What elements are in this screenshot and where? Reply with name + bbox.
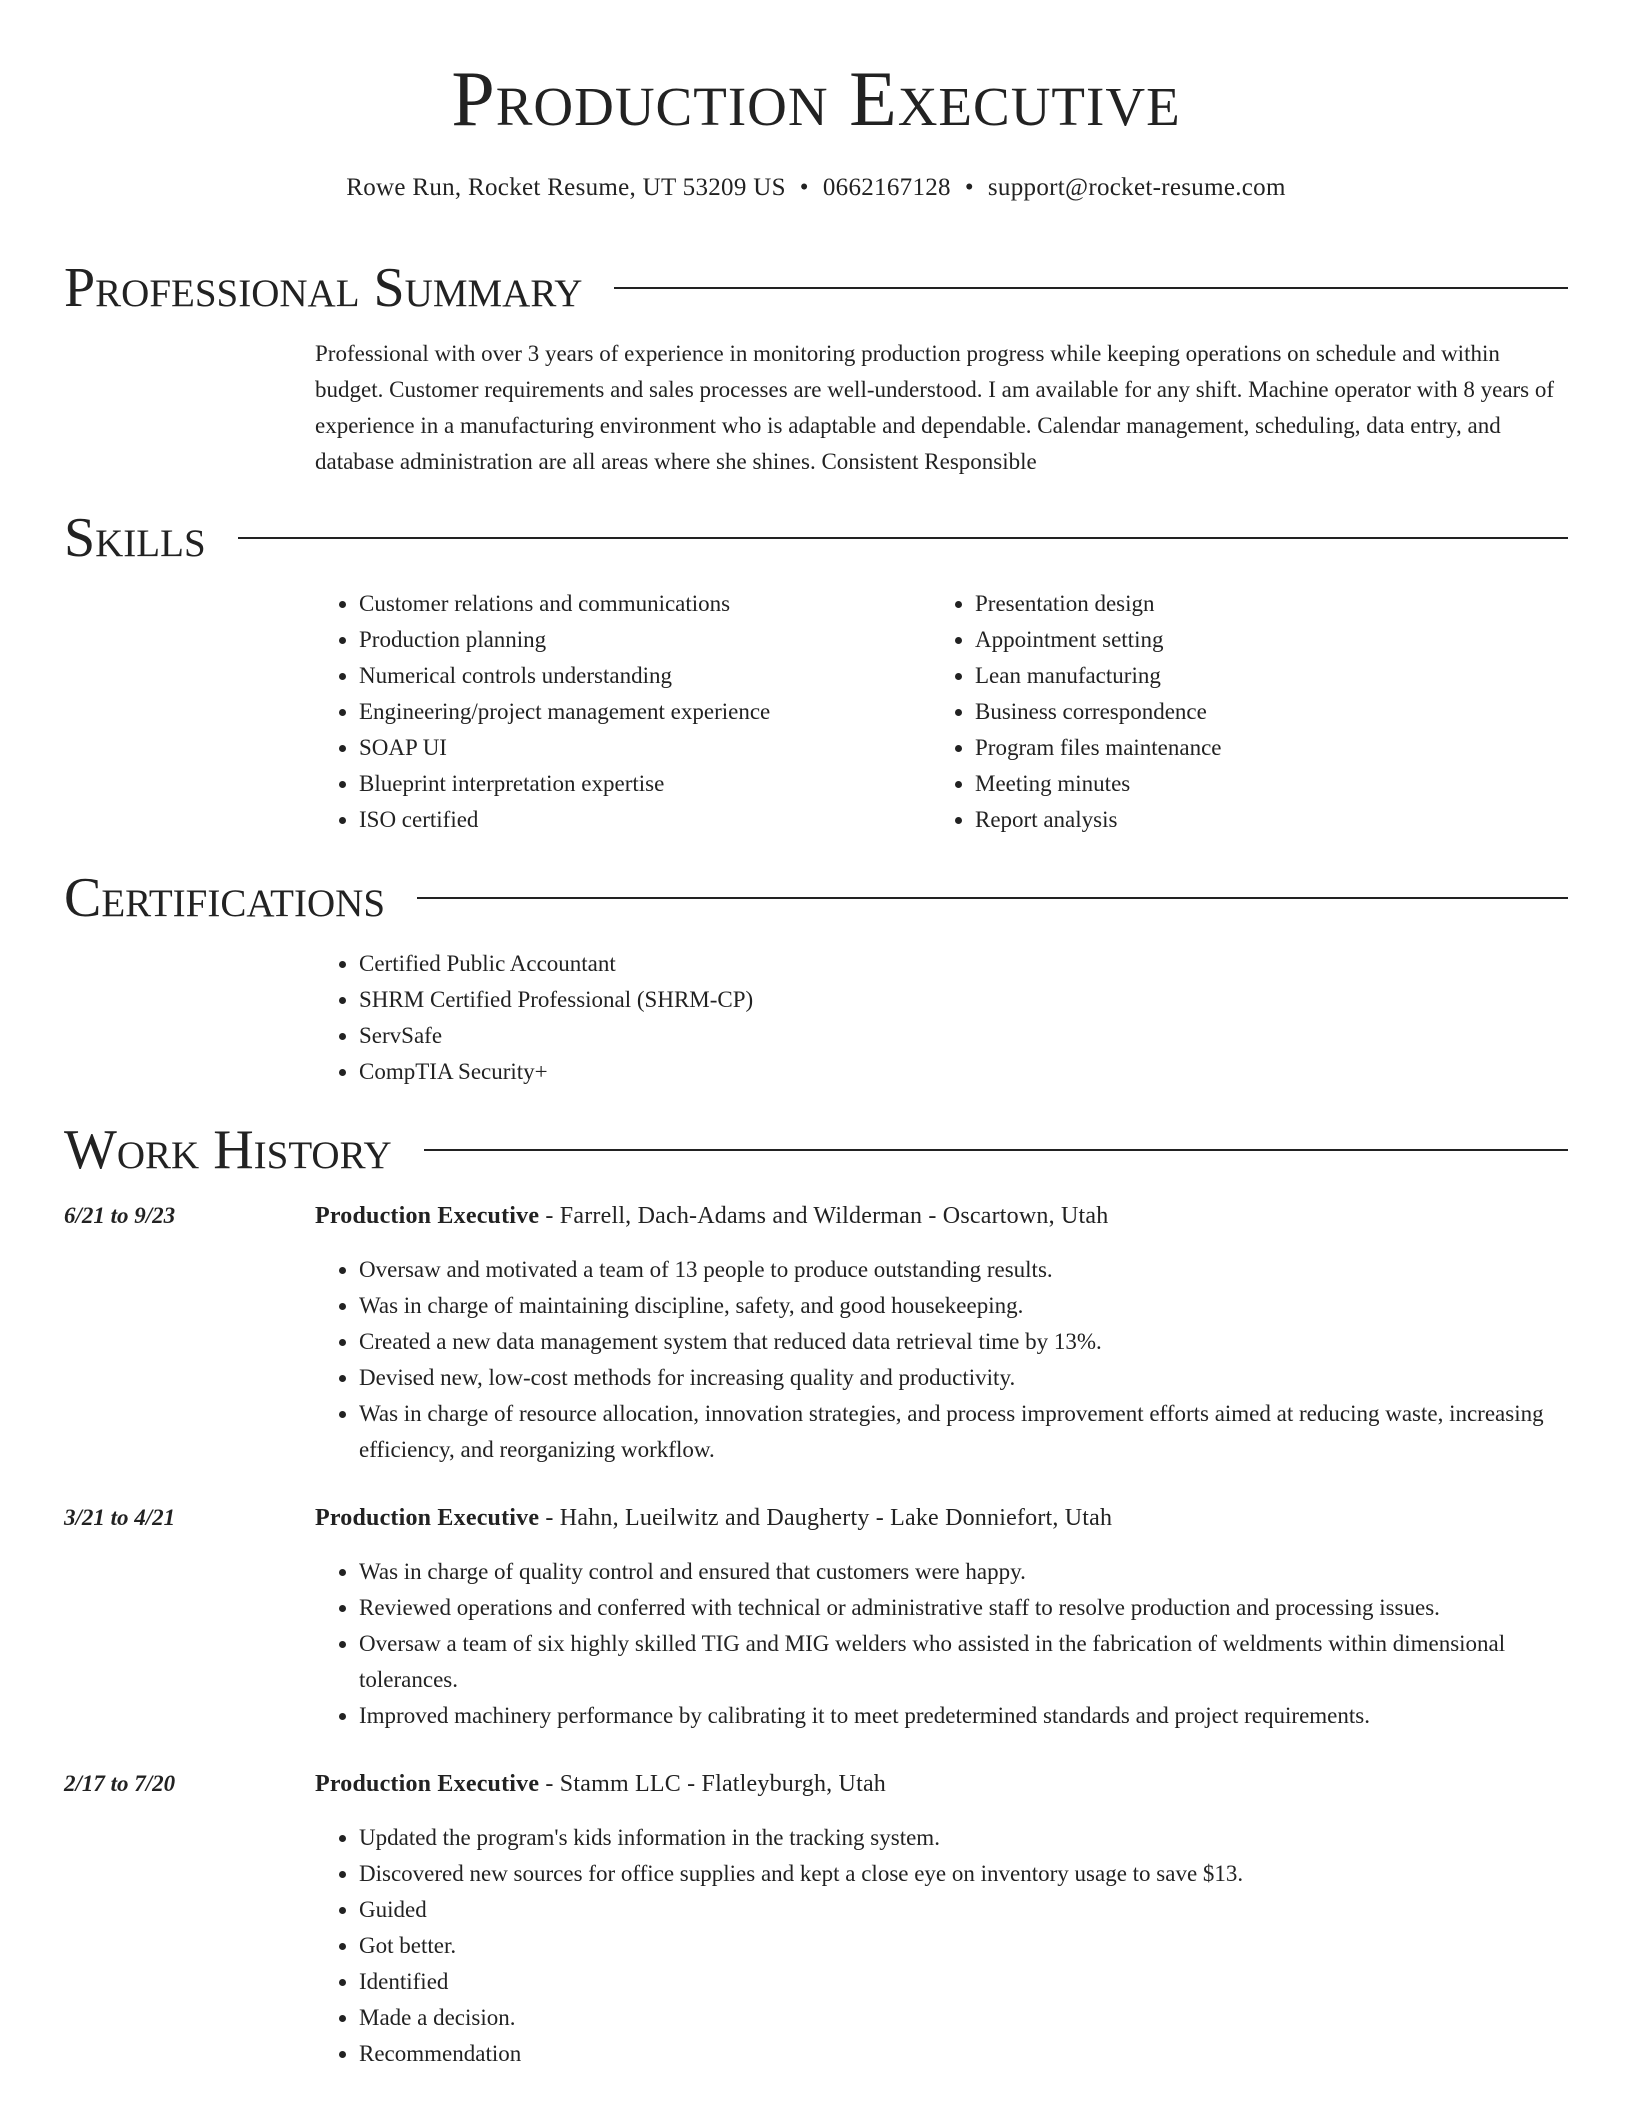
certifications-heading: Certifications [64,867,386,929]
duty-item: • Updated the program's kids information in the tracking system. [359,1820,1568,1856]
duty-item: • Discovered new sources for office supplies and kept a close eye on inventory usage to save $13. [359,1856,1568,1892]
separator-dot: • [964,174,974,201]
candidate-name: Production Executive [451,55,1181,142]
skill-item: • Program files maintenance [975,730,1547,766]
job-title: Production Executive [315,1203,540,1229]
certification-item: • ServSafe [359,1018,1568,1054]
duty-item: • Devised new, low-cost methods for increasing quality and productivity. [359,1360,1568,1396]
skill-item: • Report analysis [975,802,1547,838]
skill-item: • Customer relations and communications [359,586,931,622]
skill-item: • SOAP UI [359,730,931,766]
work-history-section-header [64,1120,1568,1180]
contact-line [0,175,1632,200]
skills-column-right [931,586,1547,838]
job-title-line [315,1198,1568,1234]
skill-item: • Lean manufacturing [975,658,1547,694]
summary-text: Professional with over 3 years of experience in monitoring production progress while keeping operations on schedule and within budget. Customer requirements and sales processes are well-understood. I am available for any shift. Machine operator with 8 years of experience in a manufacturing environment who is adaptable and dependable. Calendar management, scheduling, data entry, and database administration are all areas where she shines. Consistent Responsible [315,341,1555,474]
summary-heading: Professional Summary [64,257,583,319]
duty-item: • Reviewed operations and conferred with technical or administrative staff to resolve production and processing issues. [359,1590,1568,1626]
job-employer: - Farrell, Dach-Adams and Wilderman - Oscartown, Utah [539,1203,1109,1229]
certification-item: • Certified Public Accountant [359,946,1568,982]
job-entry [64,1766,1568,2072]
duty-item: • Recommendation [359,2036,1568,2072]
duty-item: • Created a new data management system that reduced data retrieval time by 13%. [359,1324,1568,1360]
skill-item: • Engineering/project management experience [359,694,931,730]
job-duties [315,1820,1568,2072]
skill-item: • Production planning [359,622,931,658]
skill-item: • Appointment setting [975,622,1547,658]
skills-column-left [315,586,931,838]
duty-item: • Improved machinery performance by calibrating it to meet predetermined standards and project requirements. [359,1698,1568,1734]
skill-item: • ISO certified [359,802,931,838]
skills-heading: Skills [64,507,206,569]
separator-dot: • [799,174,809,201]
duty-item: • Got better. [359,1928,1568,1964]
duty-item: • Made a decision. [359,2000,1568,2036]
skill-item: • Business correspondence [975,694,1547,730]
job-title-line [315,1766,1568,1802]
skills-list [315,586,1568,838]
certifications-section-header [64,868,1568,928]
skills-section-header [64,508,1568,568]
duty-item: • Guided [359,1892,1568,1928]
duty-item: • Identified [359,1964,1568,2000]
work-history-heading: Work History [64,1119,392,1181]
phone-text: 0662167128 [822,174,951,201]
address-text: Rowe Run, Rocket Resume, UT 53209 US [346,174,786,201]
summary-section-header [64,258,1568,318]
duty-item: • Was in charge of maintaining discipline, safety, and good housekeeping. [359,1288,1568,1324]
job-duties [315,1554,1568,1734]
skill-item: • Meeting minutes [975,766,1547,802]
job-dates: 2/17 to 7/20 [64,1771,176,1796]
job-entry [64,1198,1568,1468]
skill-item: • Presentation design [975,586,1547,622]
certification-item: • SHRM Certified Professional (SHRM-CP) [359,982,1568,1018]
job-title: Production Executive [315,1505,540,1531]
job-dates: 6/21 to 9/23 [64,1203,176,1228]
job-title-line [315,1500,1568,1536]
job-duties [315,1252,1568,1468]
job-entry [64,1500,1568,1734]
skill-item: • Blueprint interpretation expertise [359,766,931,802]
certifications-list [315,946,1568,1090]
job-dates: 3/21 to 4/21 [64,1505,176,1530]
job-employer: - Hahn, Lueilwitz and Daugherty - Lake Donniefort, Utah [539,1505,1113,1531]
section-divider [424,1149,1568,1151]
duty-item: • Was in charge of quality control and ensured that customers were happy. [359,1554,1568,1590]
duty-item: • Oversaw and motivated a team of 13 people to produce outstanding results. [359,1252,1568,1288]
job-employer: - Stamm LLC - Flatleyburgh, Utah [539,1771,887,1797]
duty-item: • Was in charge of resource allocation, innovation strategies, and process improvement efforts aimed at reducing waste, increasing efficiency, and reorganizing workflow. [359,1396,1568,1468]
email-link[interactable]: support@rocket-resume.com [987,174,1286,201]
duty-item: • Oversaw a team of six highly skilled TIG and MIG welders who assisted in the fabrication of weldments within dimensional tolerances. [359,1626,1568,1698]
certification-item: • CompTIA Security+ [359,1054,1568,1090]
job-title: Production Executive [315,1771,540,1797]
section-divider [614,287,1568,289]
section-divider [417,897,1568,899]
section-divider [238,537,1568,539]
skill-item: • Numerical controls understanding [359,658,931,694]
